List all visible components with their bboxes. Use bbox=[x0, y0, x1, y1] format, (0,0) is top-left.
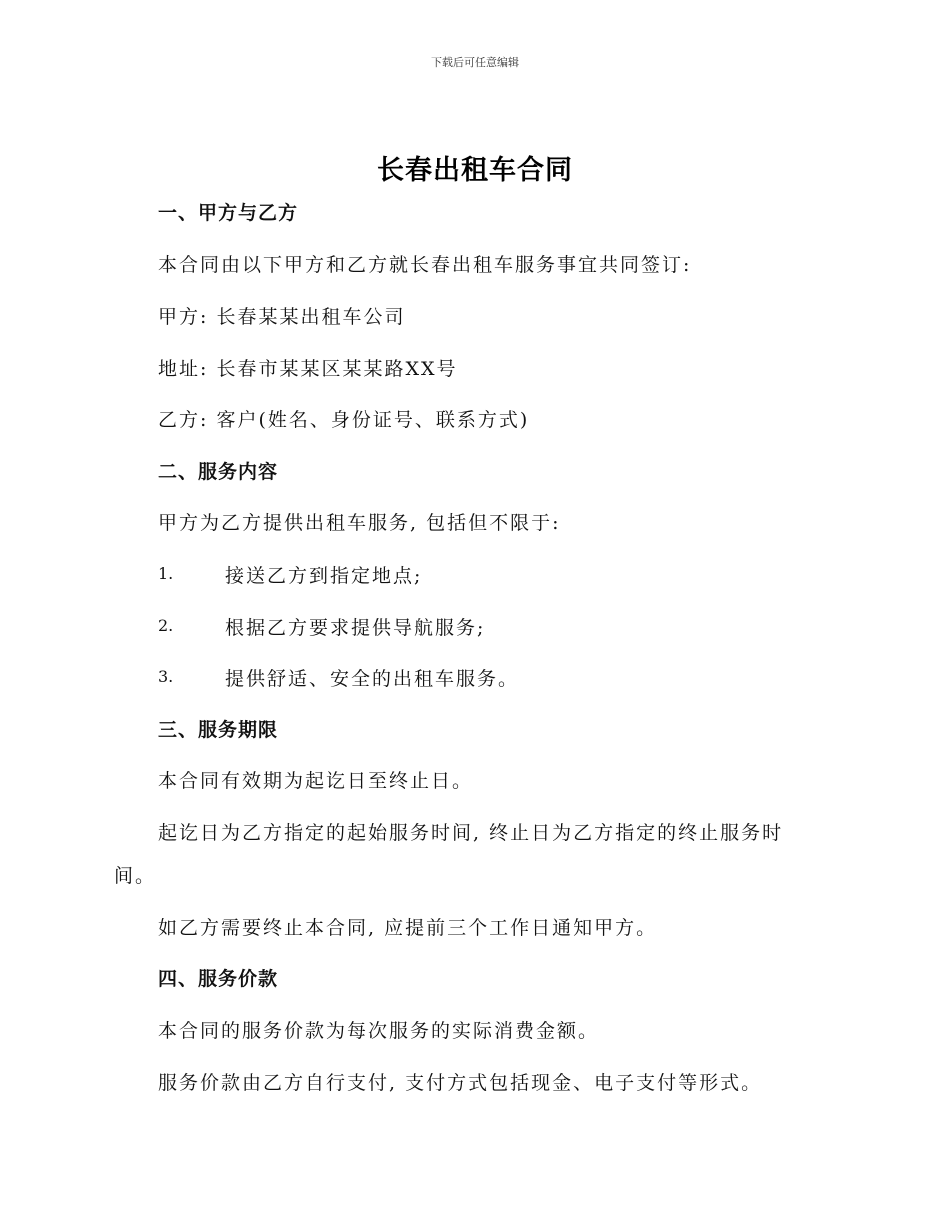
section-3-heading: 三、服务期限 bbox=[158, 719, 279, 741]
document-title: 长春出租车合同 bbox=[377, 155, 573, 186]
list-item-number: 1. bbox=[158, 564, 174, 583]
section-3-paragraph-2-continued: 间。 bbox=[114, 865, 157, 887]
section-1-intro: 本合同由以下甲方和乙方就长春出租车服务事宜共同签订: bbox=[158, 254, 692, 276]
list-item: 提供舒适、安全的出租车服务。 bbox=[225, 668, 520, 690]
section-4-paragraph-1: 本合同的服务价款为每次服务的实际消费金额。 bbox=[158, 1020, 600, 1042]
section-3-paragraph-3: 如乙方需要终止本合同, 应提前三个工作日通知甲方。 bbox=[158, 917, 658, 939]
list-item: 接送乙方到指定地点; bbox=[225, 565, 423, 587]
address-line: 地址: 长春市某某区某某路XX号 bbox=[158, 358, 458, 380]
list-item-number: 2. bbox=[158, 616, 174, 635]
header-note: 下载后可任意编辑 bbox=[431, 56, 519, 69]
section-1-heading: 一、甲方与乙方 bbox=[158, 202, 299, 224]
section-4-paragraph-2: 服务价款由乙方自行支付, 支付方式包括现金、电子支付等形式。 bbox=[158, 1072, 763, 1094]
party-a-line: 甲方: 长春某某出租车公司 bbox=[158, 306, 406, 328]
section-2-heading: 二、服务内容 bbox=[158, 461, 279, 483]
section-3-paragraph-2: 起讫日为乙方指定的起始服务时间, 终止日为乙方指定的终止服务时 bbox=[158, 822, 784, 844]
section-3-paragraph-1: 本合同有效期为起讫日至终止日。 bbox=[158, 770, 474, 792]
party-b-line: 乙方: 客户(姓名、身份证号、联系方式) bbox=[158, 409, 530, 431]
list-item: 根据乙方要求提供导航服务; bbox=[225, 617, 486, 639]
section-2-intro: 甲方为乙方提供出租车服务, 包括但不限于: bbox=[158, 512, 561, 534]
section-4-heading: 四、服务价款 bbox=[158, 968, 279, 990]
list-item-number: 3. bbox=[158, 667, 174, 686]
